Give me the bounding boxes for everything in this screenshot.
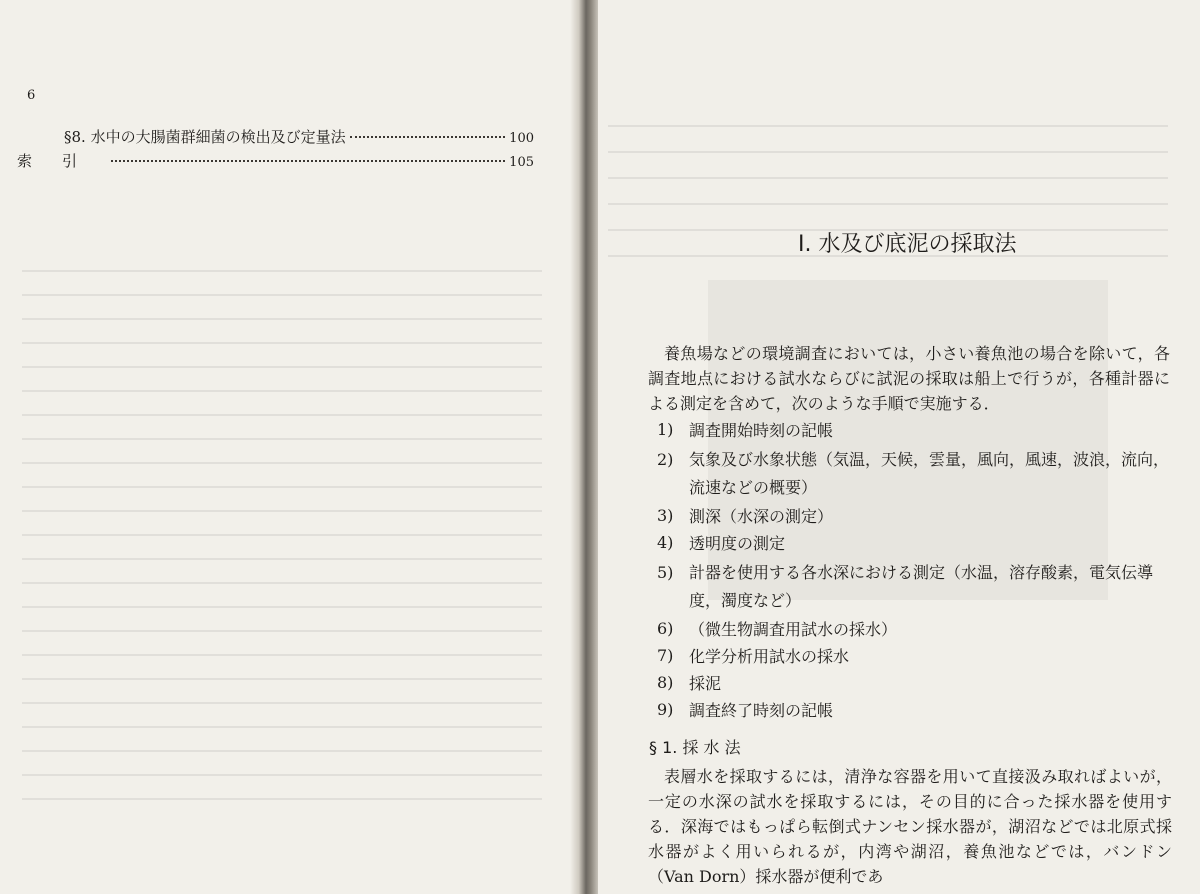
toc-entry bbox=[17, 150, 534, 171]
procedure-list bbox=[657, 416, 1177, 723]
list-item bbox=[657, 642, 1177, 669]
toc-leader-dots bbox=[111, 160, 505, 162]
list-item-text: （微生物調査用試水の採水） bbox=[689, 620, 898, 639]
list-item bbox=[657, 556, 1177, 615]
list-item bbox=[657, 416, 1177, 443]
toc-entry-page: 100 bbox=[509, 131, 534, 146]
toc-entry-page: 105 bbox=[509, 155, 534, 170]
toc-entry bbox=[64, 126, 534, 147]
list-item-text: 調査開始時刻の記帳 bbox=[689, 421, 834, 440]
list-item-text: 測深（水深の測定） bbox=[689, 507, 834, 526]
page-number: 6 bbox=[27, 88, 36, 103]
list-item bbox=[657, 529, 1177, 556]
list-item-number: 9) bbox=[657, 700, 674, 719]
list-item-text: 採泥 bbox=[689, 674, 722, 693]
list-item bbox=[657, 502, 1177, 529]
list-item-text: 化学分析用試水の採水 bbox=[689, 647, 850, 666]
list-item-text: 気象及び水象状態（気温，天候，雲量，風向，風速，波浪，流向，流速などの概要） bbox=[689, 450, 1170, 497]
list-item-number: 2) bbox=[657, 450, 674, 469]
left-page bbox=[0, 0, 582, 894]
list-item-text: 計器を使用する各水深における測定（水温，溶存酸素，電気伝導度，濁度など） bbox=[689, 563, 1154, 610]
list-item-number: 1) bbox=[657, 420, 674, 439]
list-item-number: 3) bbox=[657, 506, 674, 525]
toc-leader-dots bbox=[350, 136, 506, 138]
list-item bbox=[657, 615, 1177, 642]
list-item bbox=[657, 443, 1177, 502]
list-item-number: 5) bbox=[657, 563, 674, 582]
toc-entry-label: §8. 水中の大腸菌群細菌の検出及び定量法 bbox=[64, 128, 346, 146]
list-item-number: 4) bbox=[657, 533, 674, 552]
intro-paragraph: 養魚場などの環境調査においては，小さい養魚池の場合を除いて，各調査地点における試水ならびに試泥の採取は船上で行うが，各種計器による測定を含めて，次のような手順で実施する． bbox=[648, 344, 1170, 413]
toc-entry-label: 索引 bbox=[17, 152, 108, 170]
list-item bbox=[657, 696, 1177, 723]
list-item-text: 調査終了時刻の記帳 bbox=[689, 701, 834, 720]
list-item-text: 透明度の測定 bbox=[689, 534, 786, 553]
list-item-number: 8) bbox=[657, 673, 674, 692]
list-item-number: 7) bbox=[657, 646, 674, 665]
section-paragraph: 表層水を採取するには，清浄な容器を用いて直接汲み取ればよいが，一定の水深の試水を採取するには，その目的に合った採水器を使用する．深海ではもっぱら転倒式ナンセン採水器が，湖沼などでは北原式採水器がよく用いられるが，内湾や湖沼，養魚池などでは，バンドン（Van Dorn）採水器が便利であ bbox=[648, 767, 1172, 886]
list-item-number: 6) bbox=[657, 619, 674, 638]
chapter-title: I. 水及び底泥の採取法 bbox=[798, 232, 1017, 257]
section-heading: § 1. 採 水 法 bbox=[649, 738, 741, 757]
list-item bbox=[657, 669, 1177, 696]
